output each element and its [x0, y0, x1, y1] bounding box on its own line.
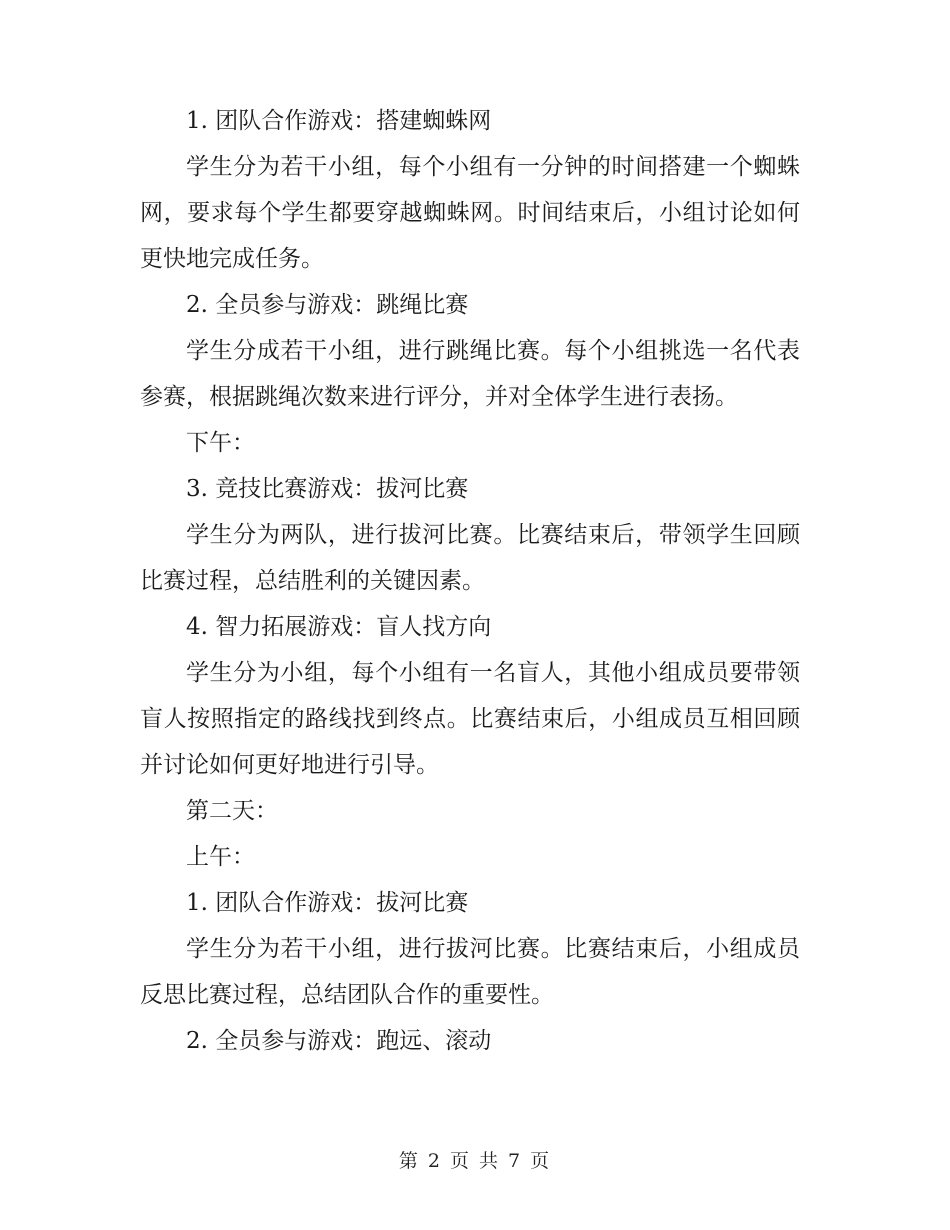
item-heading: 2. 全员参与游戏：跳绳比赛	[186, 292, 469, 318]
item-heading: 4. 智力拓展游戏：盲人找方向	[186, 614, 492, 640]
item-paragraph: 学生分为小组，每个小组有一名盲人，其他小组成员要带领盲人按照指定的路线找到终点。比赛结束后，小组成员互相回顾并讨论如何更好地进行引导。	[140, 660, 800, 778]
page-number-footer: 第 2 页 共 7 页	[398, 1150, 552, 1172]
item-heading: 2. 全员参与游戏：跑远、滚动	[186, 1028, 492, 1054]
section-label: 下午：	[186, 430, 255, 456]
item-paragraph: 学生分为两队，进行拔河比赛。比赛结束后，带领学生回顾比赛过程，总结胜利的关键因素。	[140, 522, 800, 594]
item-heading: 3. 竞技比赛游戏：拔河比赛	[186, 476, 469, 502]
section-label: 上午：	[186, 844, 255, 870]
section-label: 第二天：	[186, 798, 278, 824]
item-heading: 1. 团队合作游戏：搭建蜘蛛网	[186, 108, 492, 134]
item-heading: 1. 团队合作游戏：拔河比赛	[186, 890, 469, 916]
item-paragraph: 学生分成若干小组，进行跳绳比赛。每个小组挑选一名代表参赛，根据跳绳次数来进行评分，并对全体学生进行表扬。	[140, 338, 800, 410]
item-paragraph: 学生分为若干小组，每个小组有一分钟的时间搭建一个蜘蛛网，要求每个学生都要穿越蜘蛛网。时间结束后，小组讨论如何更快地完成任务。	[140, 154, 800, 272]
item-paragraph: 学生分为若干小组，进行拔河比赛。比赛结束后，小组成员反思比赛过程，总结团队合作的重要性。	[140, 936, 800, 1008]
document-body	[140, 98, 800, 1064]
